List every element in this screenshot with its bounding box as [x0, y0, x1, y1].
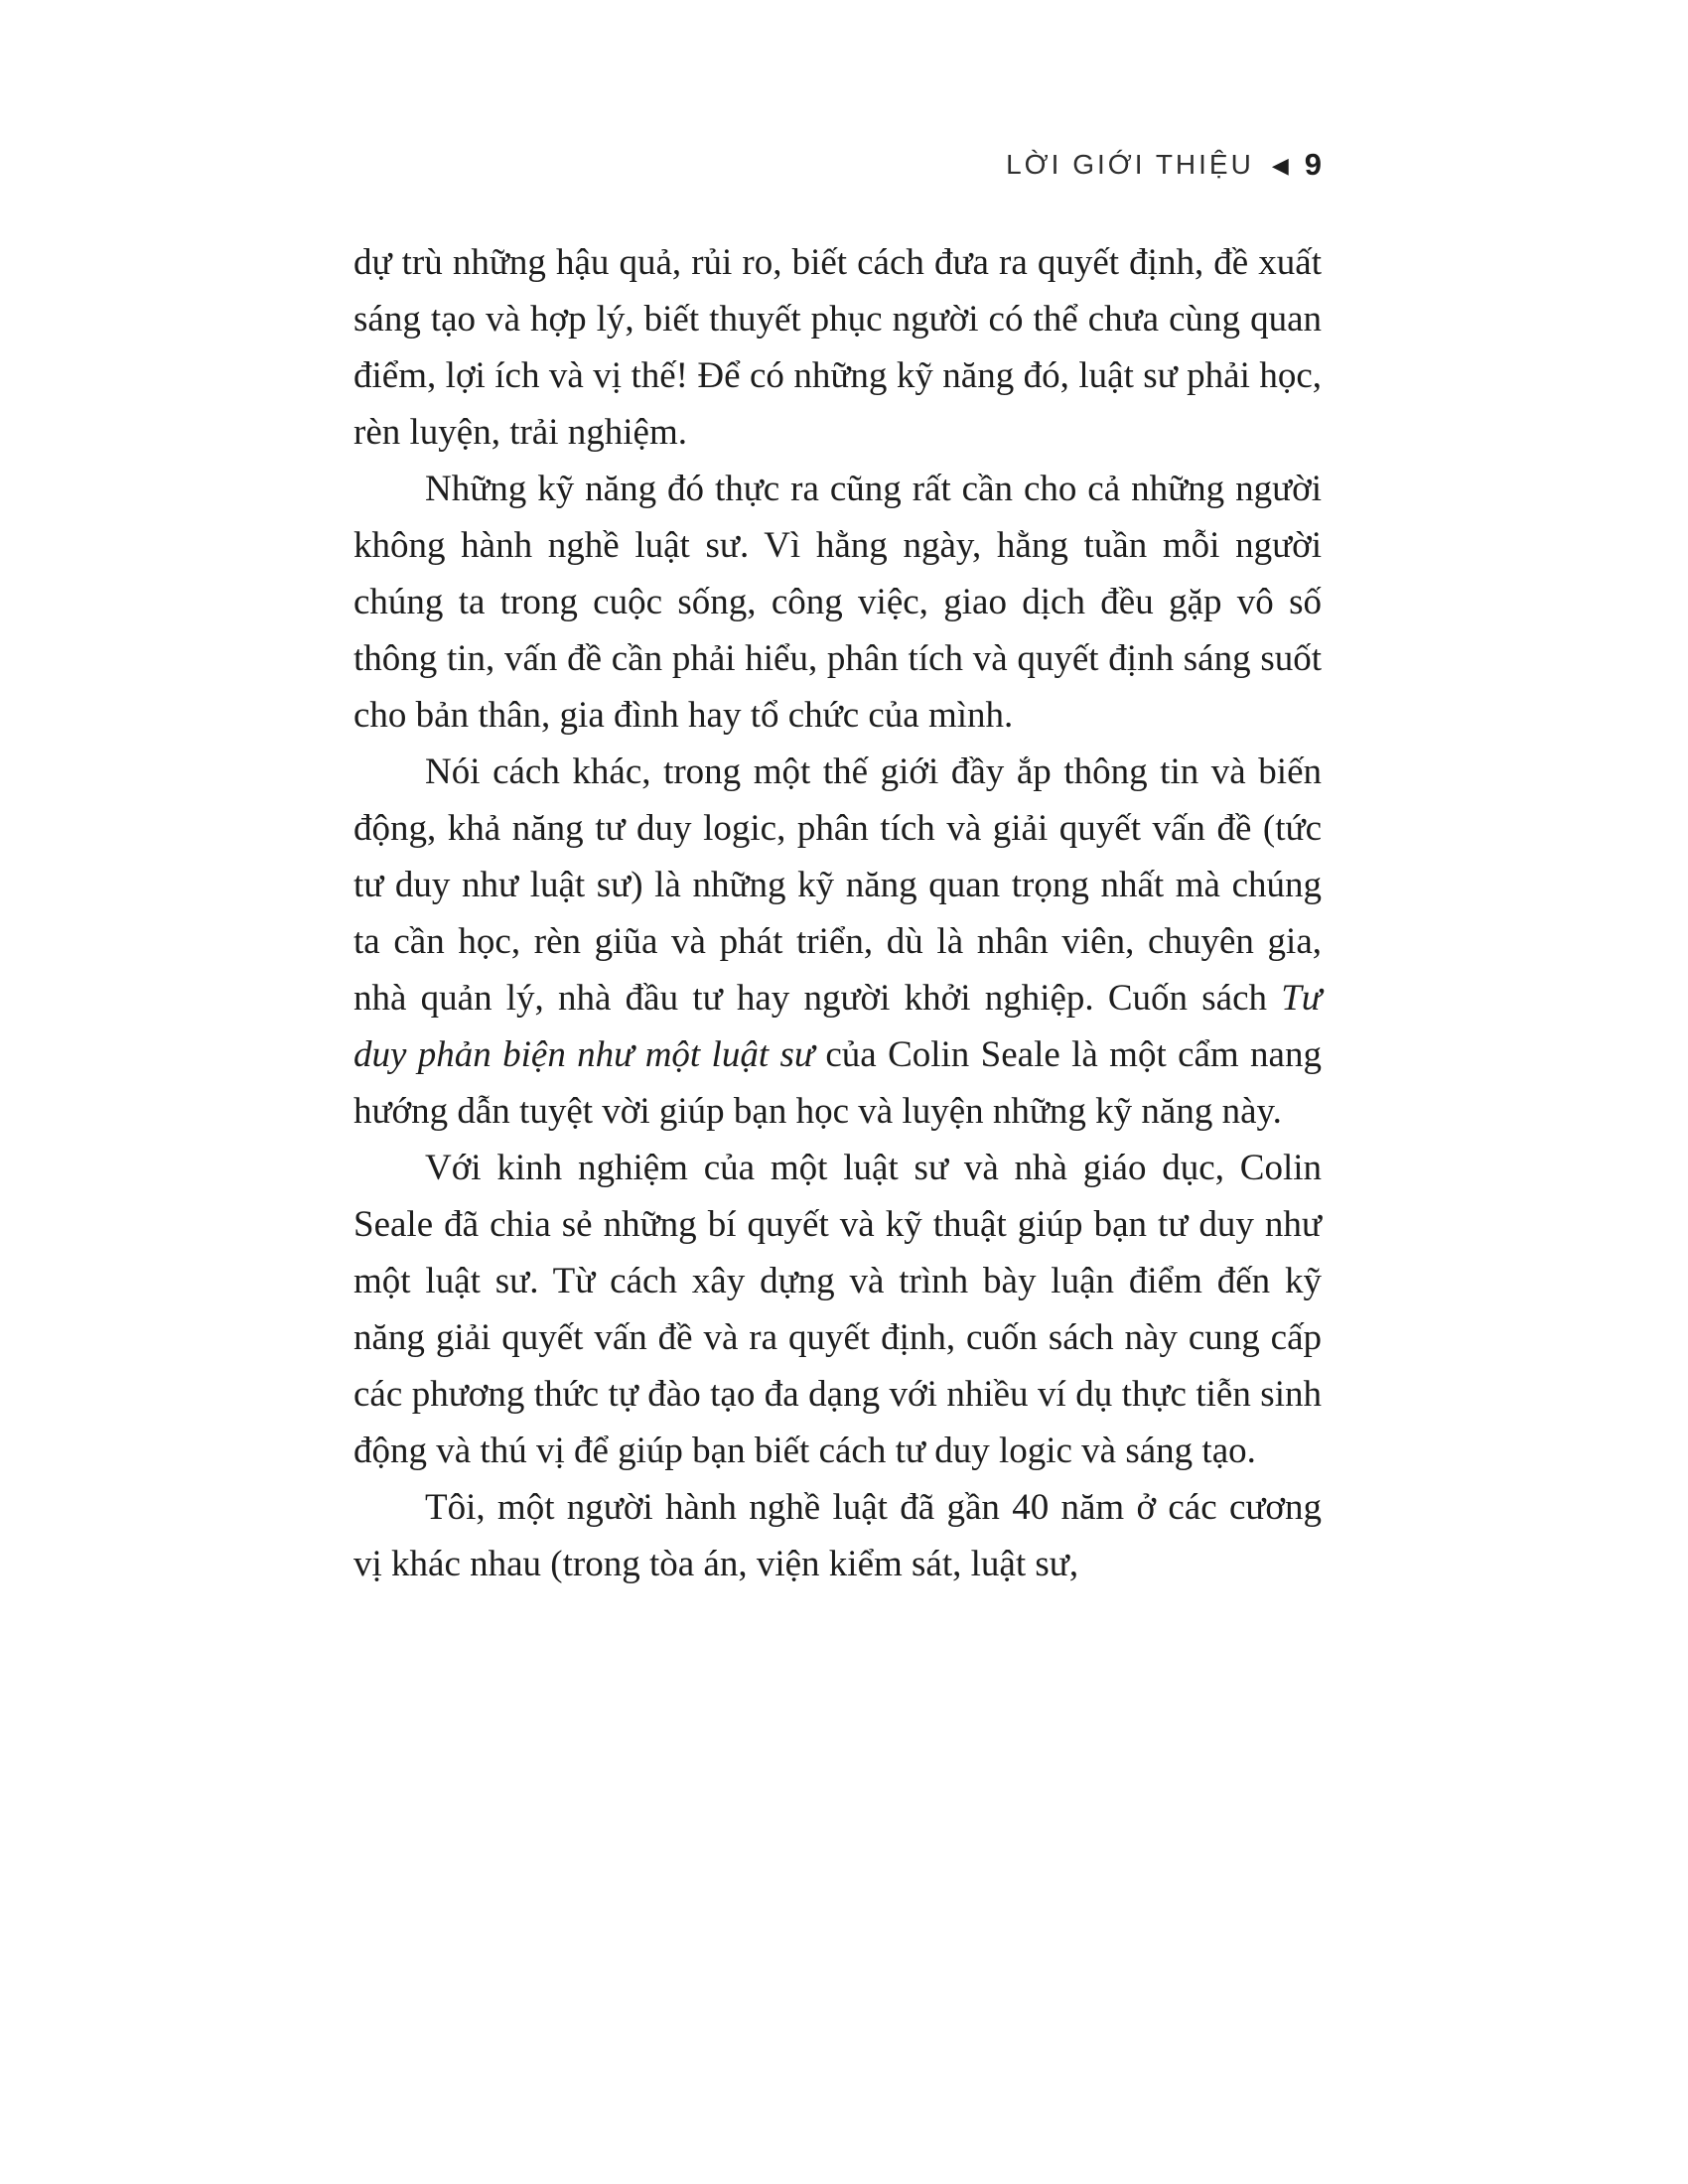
- paragraph: [353, 1140, 1322, 1479]
- body-text: [353, 234, 1322, 1592]
- text-column: [353, 145, 1322, 1592]
- paragraph: [353, 461, 1322, 744]
- paragraph: [353, 744, 1322, 1140]
- paragraph: [353, 234, 1322, 461]
- book-title-italic: Tư duy phản biện như một luật sư: [353, 978, 1322, 1075]
- text-segment: Tôi, một người hành nghề luật đã gần 40 năm ở các cương vị khác nhau (trong tòa án, viện kiểm sát, luật sư,: [353, 1487, 1322, 1584]
- text-segment: dự trù những hậu quả, rủi ro, biết cách đưa ra quyết định, đề xuất sáng tạo và hợp lý, biết thuyết phục người có thể chưa cùng quan điểm, lợi ích và vị thế! Để có những kỹ năng đó, luật sư phải học, rèn luyện, trải nghiệm.: [353, 242, 1322, 453]
- page-number: 9: [1304, 147, 1322, 182]
- left-triangle-icon: ◀: [1271, 153, 1289, 178]
- text-segment: Nói cách khác, trong một thế giới đầy ắp thông tin và biến động, khả năng tư duy logic, phân tích và giải quyết vấn đề (tức tư duy như luật sư) là những kỹ năng quan trọng nhất mà chúng ta cần học, rèn giũa và phát triển, dù là nhân viên, chuyên gia, nhà quản lý, nhà đầu tư hay người khởi nghiệp. Cuốn sách: [353, 751, 1322, 1019]
- text-segment: của Colin Seale là một cẩm nang hướng dẫn tuyệt vời giúp bạn học và luyện những kỹ năng này.: [353, 1034, 1322, 1132]
- text-segment: Với kinh nghiệm của một luật sư và nhà giáo dục, Colin Seale đã chia sẻ những bí quyết và kỹ thuật giúp bạn tư duy như một luật sư. Từ cách xây dựng và trình bày luận điểm đến kỹ năng giải quyết vấn đề và ra quyết định, cuốn sách này cung cấp các phương thức tự đào tạo đa dạng với nhiều ví dụ thực tiễn sinh động và thú vị để giúp bạn biết cách tư duy logic và sáng tạo.: [353, 1148, 1322, 1471]
- paragraph: [353, 1479, 1322, 1592]
- text-segment: Những kỹ năng đó thực ra cũng rất cần cho cả những người không hành nghề luật sư. Vì hằng ngày, hằng tuần mỗi người chúng ta trong cuộc sống, công việc, giao dịch đều gặp vô số thông tin, vấn đề cần phải hiểu, phân tích và quyết định sáng suốt cho bản thân, gia đình hay tổ chức của mình.: [353, 469, 1322, 736]
- section-title: LỜI GIỚI THIỆU: [1006, 149, 1254, 180]
- page-header: [353, 145, 1322, 185]
